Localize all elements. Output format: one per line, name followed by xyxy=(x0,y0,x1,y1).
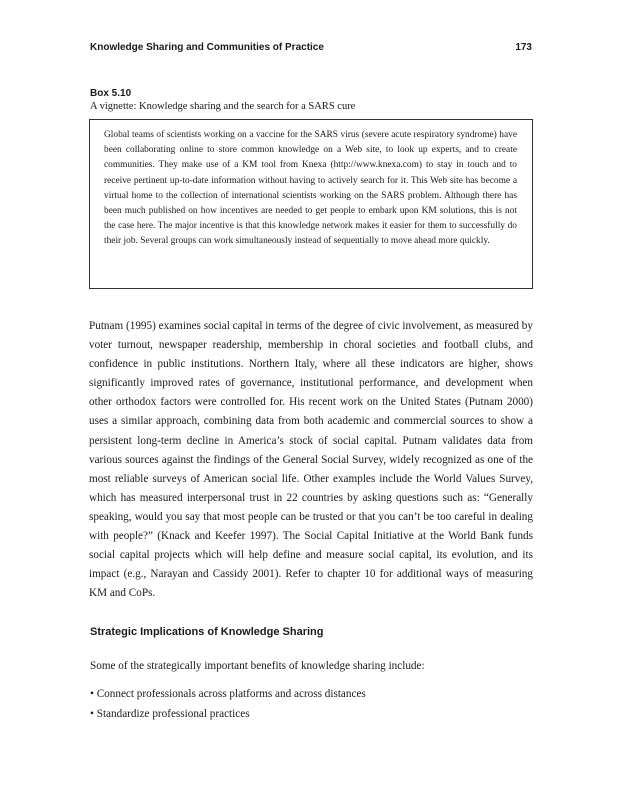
section-heading: Strategic Implications of Knowledge Sharing xyxy=(90,626,324,638)
body-paragraph: Putnam (1995) examines social capital in terms of the degree of civic involvement, as measured by voter turnout, newspaper readership, membership in choral societies and football clubs, and confidence in public institutions. Northern Italy, where all these indicators are higher, shows significantly improved rates of governance, institutional performance, and development when other orthodox factors were controlled for. His recent work on the United States (Putnam 2000) uses a similar approach, combining data from both academic and commercial sources to show a persistent long-term decline in America’s stock of social capital. Putnam validates data from various sources against the findings of the General Social Survey, widely recognized as one of the most reliable surveys of American social life. Other examples include the World Values Survey, which has measured interpersonal trust in 22 countries by asking questions such as: “Generally speaking, would you say that most people can be trusted or that you can’t be too careful in dealing with people?” (Knack and Keefer 1997). The Social Capital Initiative at the World Bank funds social capital projects which will help define and measure social capital, its evolution, and its impact (e.g., Narayan and Cassidy 2001). Refer to chapter 10 for additional ways of measuring KM and CoPs. xyxy=(89,320,533,600)
box-caption: A vignette: Knowledge sharing and the search for a SARS cure xyxy=(90,101,356,112)
list-item: • Standardize professional practices xyxy=(90,704,534,724)
benefit-list xyxy=(90,684,534,724)
section-intro: Some of the strategically important benefits of knowledge sharing include: xyxy=(90,660,425,672)
vignette-box xyxy=(89,119,533,289)
list-item: • Connect professionals across platforms and across distances xyxy=(90,684,534,704)
vignette-text: Global teams of scientists working on a vaccine for the SARS virus (severe acute respiratory syndrome) have been collaborating online to store common knowledge on a Web site, to look up experts, and to create communities. They make use of a KM tool from Knexa (http://www.knexa.com) to stay in touch and to receive pertinent up-to-date information without having to actively search for it. This Web site has become a virtual home to the collection of international scientists working on the SARS problem. Although there has been much published on how incentives are needed to get people to embark upon KM solutions, this is not the case here. The major incentive is that this knowledge network makes it easier for them to successfully do their job. Several groups can work simultaneously instead of sequentially to move ahead more quickly. xyxy=(104,130,517,247)
box-label: Box 5.10 xyxy=(90,88,132,99)
page-number: 173 xyxy=(515,42,532,53)
running-head xyxy=(90,42,532,53)
running-title: Knowledge Sharing and Communities of Practice xyxy=(90,42,324,53)
